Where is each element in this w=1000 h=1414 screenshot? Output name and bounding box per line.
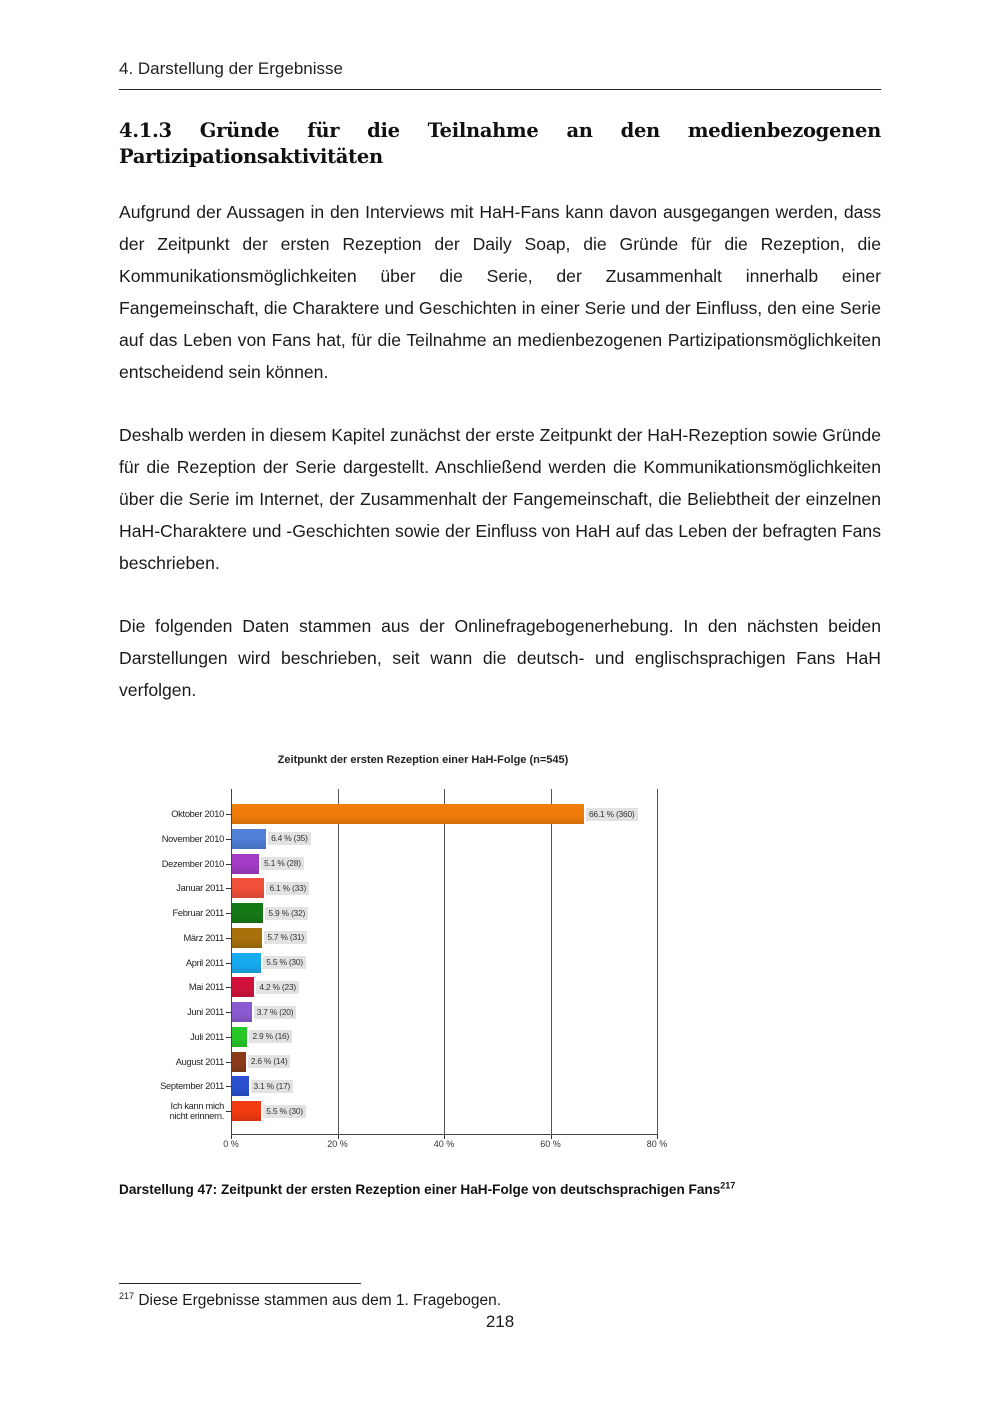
section-heading-line-2: Partizipationsaktivitäten	[119, 145, 383, 168]
bar	[232, 1027, 247, 1047]
heading-word: Gründe	[199, 119, 280, 142]
y-tick	[226, 913, 231, 914]
category-label: Februar 2011	[172, 908, 224, 918]
y-tick	[226, 987, 231, 988]
y-tick	[226, 814, 231, 815]
x-tick-label: 20 %	[327, 1139, 348, 1149]
category-label: September 2011	[160, 1081, 224, 1092]
x-tick-label: 80 %	[646, 1139, 668, 1149]
footnote-reference[interactable]: 217	[720, 1180, 736, 1191]
data-label: 3.7 % (20)	[254, 1006, 297, 1019]
y-tick	[226, 864, 231, 865]
heading-word: Teilnahme	[427, 119, 539, 142]
category-label: Oktober 2010	[171, 809, 224, 819]
category-label: April 2011	[185, 957, 224, 968]
body-paragraph-1: Aufgrund der Aussagen in den Interviews mit HaH-Fans kann davon ausgegangen werden, dass der Zeitpunkt der ersten Rezeption der Daily Soap, die Gründe für die Rezeption, die Kommunikationsmöglichkeiten über die Serie, der Zusammenhalt innerhalb einer Fangemeinschaft, die Charaktere und Geschichten in einer Serie und der Einfluss, den eine Serie auf das Leben von Fans hat, für die Teilnahme an medienbezogenen Partizipationsmöglichkeiten entscheidend sein können.	[119, 202, 881, 382]
category-label: November 2010	[161, 833, 224, 844]
category-label: Januar 2011	[176, 883, 224, 894]
data-label: 5.5 % (30)	[263, 1105, 306, 1118]
section-heading	[119, 118, 881, 170]
y-tick	[226, 839, 231, 840]
bar	[232, 1101, 261, 1121]
bar	[232, 977, 254, 997]
heading-word: an	[566, 119, 593, 142]
footnote-number: 217	[119, 1290, 135, 1301]
category-label: Ich kann mich nicht erinnern.	[169, 1101, 224, 1121]
gridline	[551, 789, 552, 1135]
bar	[232, 854, 259, 874]
category-label: August 2011	[175, 1056, 224, 1067]
footnote-text: Diese Ergebnisse stammen aus dem 1. Fragebogen.	[134, 1292, 502, 1309]
heading-word: die	[367, 119, 400, 142]
data-label: 6.4 % (35)	[268, 832, 311, 845]
body-paragraph-2: Deshalb werden in diesem Kapitel zunächst der erste Zeitpunkt der HaH-Rezeption sowie Gründe für die Rezeption der Serie dargestellt. Anschließend werden die Kommunikationsmöglichkeiten über die Serie im Internet, der Zusammenhalt der Fangemeinschaft, die Beliebtheit der einzelnen HaH-Charaktere und -Geschichten sowie der Einfluss von HaH auf das Leben der befragten Fans beschrieben.	[119, 425, 881, 573]
bar-chart	[150, 745, 680, 1165]
category-label: März 2011	[183, 932, 224, 943]
bar	[232, 804, 584, 824]
y-tick	[226, 963, 231, 964]
x-tick-label: 60 %	[540, 1139, 561, 1149]
figure-caption	[119, 1182, 881, 1197]
bar	[232, 1002, 252, 1022]
y-tick	[226, 888, 231, 889]
data-label: 5.1 % (28)	[261, 857, 304, 870]
bar	[232, 829, 266, 849]
plot-area	[160, 789, 668, 1149]
section-heading-line-1	[119, 118, 881, 144]
gridline	[444, 789, 445, 1135]
category-label: Juni 2011	[187, 1007, 224, 1017]
running-header: 4. Darstellung der Ergebnisse	[119, 59, 343, 78]
data-label: 6.1 % (33)	[266, 882, 309, 895]
heading-word: medienbezogenen	[687, 119, 881, 142]
heading-word: für	[307, 119, 340, 142]
category-label: Juli 2011	[190, 1031, 224, 1042]
header-rule	[119, 89, 881, 90]
bar	[232, 928, 262, 948]
gridline	[338, 789, 339, 1135]
y-tick	[226, 1012, 231, 1013]
data-label: 4.2 % (23)	[256, 981, 299, 994]
body-paragraph-3: Die folgenden Daten stammen aus der Onlinefragebogenerhebung. In den nächsten beiden Darstellungen wird beschrieben, seit wann die deutsch- und englischsprachigen Fans HaH verfolgen.	[119, 616, 881, 700]
category-label: Dezember 2010	[161, 858, 224, 869]
data-label: 5.7 % (31)	[264, 931, 307, 944]
y-tick	[226, 938, 231, 939]
heading-word: den	[620, 119, 660, 142]
bar	[232, 1052, 246, 1072]
x-tick-label: 0 %	[223, 1139, 239, 1149]
y-tick	[226, 1062, 231, 1063]
footnote	[119, 1292, 501, 1310]
data-label: 2.6 % (14)	[248, 1055, 291, 1068]
bar	[232, 953, 261, 973]
y-tick	[226, 1086, 231, 1087]
data-label: 3.1 % (17)	[251, 1080, 294, 1093]
data-label: 66.1 % (360)	[586, 808, 638, 821]
gridline	[657, 789, 658, 1135]
heading-word: 4.1.3	[119, 119, 172, 142]
data-label: 2.9 % (16)	[249, 1030, 292, 1043]
x-tick-label: 40 %	[433, 1139, 455, 1149]
y-tick	[226, 1111, 231, 1112]
y-tick	[226, 1037, 231, 1038]
page-number: 218	[485, 1312, 515, 1331]
data-label: 5.5 % (30)	[263, 956, 306, 969]
footnote-rule	[119, 1283, 361, 1284]
caption-text: Darstellung 47: Zeitpunkt der ersten Rezeption einer HaH-Folge von deutschsprachigen Fans	[119, 1182, 721, 1197]
bar	[232, 1076, 249, 1096]
data-label: 5.9 % (32)	[265, 907, 308, 920]
bar	[232, 903, 263, 923]
category-label: Mai 2011	[188, 982, 224, 993]
bar	[232, 878, 264, 898]
chart-title: Zeitpunkt der ersten Rezeption einer HaH-Folge (n=545)	[277, 754, 569, 766]
